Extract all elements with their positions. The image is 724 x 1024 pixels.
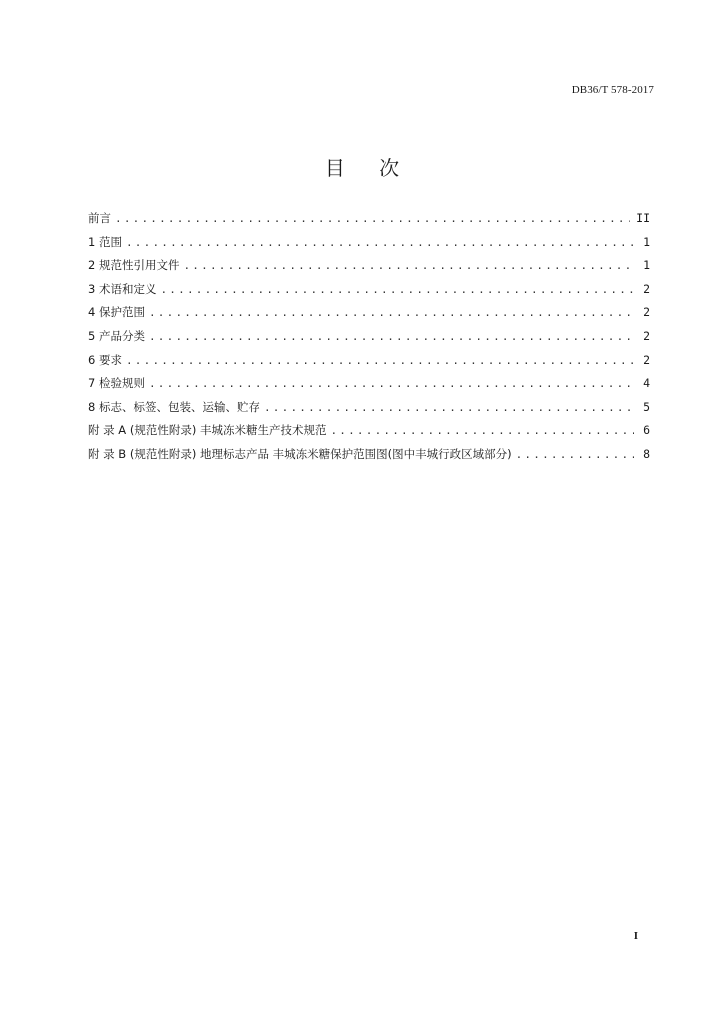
toc-leader-dots	[149, 306, 634, 319]
toc-entry[interactable]	[88, 257, 650, 281]
toc-entry-label: 6 要求	[88, 352, 122, 367]
toc-leader-dots	[126, 354, 634, 367]
toc-entry-label: 2 规范性引用文件	[88, 258, 180, 273]
toc-leader-dots	[516, 448, 634, 461]
toc-entry-label: 5 产品分类	[88, 328, 145, 343]
toc-entry-page: 2	[643, 352, 650, 367]
toc-entry[interactable]	[88, 328, 650, 352]
document-code: DB36/T 578-2017	[571, 84, 654, 96]
toc-leader-dots	[126, 236, 634, 249]
toc-entry[interactable]	[88, 281, 650, 305]
toc-entry-page: 2	[643, 281, 650, 296]
toc-entry[interactable]	[88, 304, 650, 328]
toc-entry-page: 6	[643, 423, 650, 438]
toc-entry-label: 4 保护范围	[88, 305, 145, 320]
toc-entry-page: 4	[643, 376, 650, 391]
toc-leader-dots	[160, 283, 634, 296]
toc-entry-page: 2	[643, 328, 650, 343]
toc-leader-dots	[149, 377, 634, 390]
toc-leader-dots	[183, 259, 634, 272]
toc-entry[interactable]	[88, 210, 650, 234]
toc-entry-appendix[interactable]	[88, 446, 650, 470]
toc-entry[interactable]	[88, 234, 650, 258]
toc-entry-page: 5	[643, 399, 650, 414]
table-of-contents	[88, 210, 650, 470]
toc-leader-dots	[264, 401, 634, 414]
toc-entry[interactable]	[88, 375, 650, 399]
toc-entry-label: 3 术语和定义	[88, 281, 157, 296]
toc-entry-label: 1 范围	[88, 234, 122, 249]
toc-entry-label: 7 检验规则	[88, 376, 145, 391]
toc-entry-label: 附 录 A (规范性附录) 丰城冻米糖生产技术规范	[88, 423, 327, 438]
toc-entry-appendix[interactable]	[88, 422, 650, 446]
toc-title: 目 次	[324, 156, 414, 180]
toc-leader-dots	[330, 424, 634, 437]
toc-leader-dots	[115, 212, 630, 225]
toc-leader-dots	[149, 330, 634, 343]
toc-entry-label: 前言	[88, 211, 111, 225]
toc-entry-page: 8	[643, 446, 650, 461]
toc-entry-page: 2	[643, 305, 650, 320]
toc-entry[interactable]	[88, 352, 650, 376]
toc-entry[interactable]	[88, 399, 650, 423]
toc-entry-page: 1	[643, 234, 650, 249]
toc-entry-page: 1	[643, 258, 650, 273]
toc-entry-label: 附 录 B (规范性附录) 地理标志产品 丰城冻米糖保护范围图(图中丰城行政区域部分)	[88, 446, 512, 461]
page-number: I	[633, 930, 638, 942]
toc-entry-page: II	[636, 211, 650, 225]
toc-entry-label: 8 标志、标签、包装、运输、贮存	[88, 399, 260, 414]
